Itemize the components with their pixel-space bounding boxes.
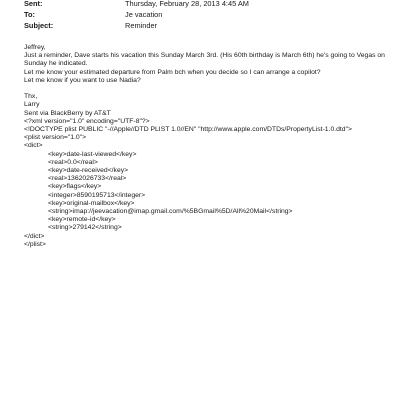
header-label: To:	[24, 10, 35, 19]
header-row-to	[24, 9, 384, 20]
closing: Thx,	[24, 93, 38, 101]
body-line: Just a reminder, Dave starts his vacation this Sunday March 3rd. (His 60th birthday is March 6th) he's going to Vegas on	[24, 52, 385, 60]
header-value: Je vacation	[125, 10, 163, 19]
header-label: Subject:	[24, 21, 54, 30]
body-line: Let me know your estimated departure from Palm bch when you decide so I can arrange a copilot?	[24, 68, 321, 76]
plist-line: <key>original-mailbox</key>	[48, 199, 135, 207]
email-body	[24, 44, 385, 249]
body-line: Let me know if you want to use Nadia?	[24, 76, 141, 84]
plist-line: <key>remote-id</key>	[48, 216, 116, 224]
plist-line: <string>279142</string>	[48, 224, 122, 232]
email-headers	[24, 0, 384, 31]
plist-line: <plist version="1.0">	[24, 134, 87, 142]
plist-line: <key>flags</key>	[48, 183, 102, 191]
signature: Larry	[24, 101, 40, 109]
paragraph-gap	[24, 85, 376, 93]
plist-block	[24, 118, 376, 249]
header-row-subject	[24, 20, 384, 31]
plist-line: </plist>	[24, 240, 46, 248]
header-row-sent	[24, 0, 384, 9]
plist-line: <integer>8590195713</integer>	[48, 191, 146, 199]
plist-line: <dict>	[24, 142, 43, 150]
plist-line: <key>date-received</key>	[48, 167, 129, 175]
header-value: Thursday, February 28, 2013 4:45 AM	[125, 0, 249, 8]
plist-line: <real>1362026733</real>	[48, 175, 127, 183]
plist-line: <?xml version="1.0" encoding="UTF-8"?>	[24, 117, 150, 125]
body-line: Sunday he indicated.	[24, 60, 88, 68]
greeting: Jeffrey,	[24, 44, 46, 51]
plist-line: </dict>	[24, 232, 45, 240]
plist-line: <key>date-last-viewed</key>	[48, 150, 137, 158]
plist-line: <real>0.0</real>	[48, 158, 98, 166]
plist-line: <string>imap://jeevacation@imap.gmail.com/%5BGmail%5D/All%20Mail</string>	[48, 208, 293, 216]
header-value: Reminder	[125, 21, 158, 30]
plist-line: <!DOCTYPE plist PUBLIC "-//Apple//DTD PLIST 1.0//EN" "http://www.apple.com/DTDs/PropertyList-1.0.dtd">	[24, 126, 352, 134]
sent-via: Sent via BlackBerry by AT&T	[24, 109, 111, 117]
header-label: Sent:	[24, 0, 43, 8]
